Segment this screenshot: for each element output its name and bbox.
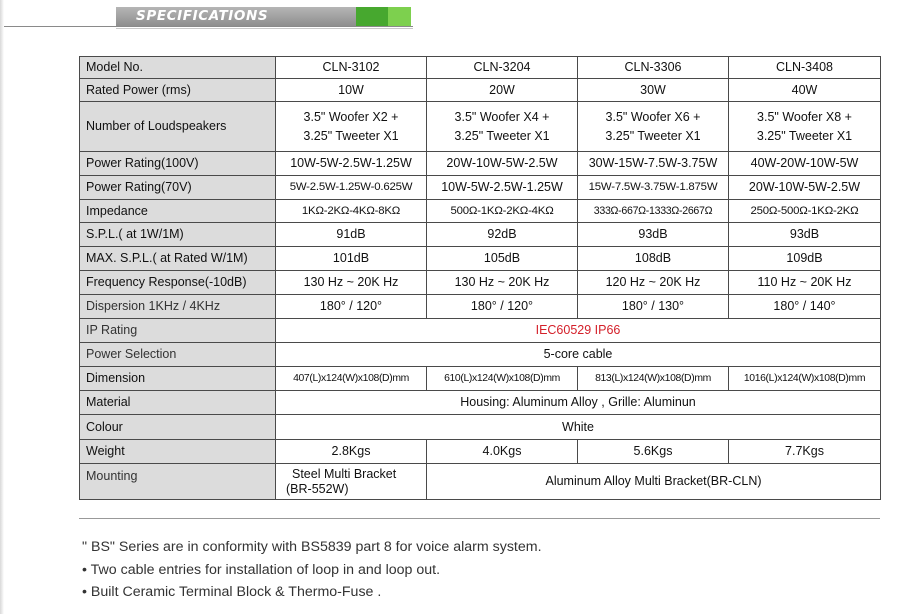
cell-line: 3.5" Woofer X8 + — [757, 109, 852, 124]
cell-line: (BR-552W) — [286, 481, 349, 496]
row-label: MAX. S.P.L.( at Rated W/1M) — [80, 247, 276, 271]
row-label: S.P.L.( at 1W/1M) — [80, 223, 276, 247]
row-label: Dimension — [80, 367, 276, 391]
cell-line: Steel Multi Bracket — [292, 466, 397, 481]
table-row — [80, 152, 881, 176]
row-label: IP Rating — [80, 319, 276, 343]
table-row — [80, 176, 881, 200]
table-cell: 20W — [427, 79, 578, 102]
row-label: Power Selection — [80, 343, 276, 367]
page-edge-shadow — [0, 0, 4, 614]
table-cell: 40W-20W-10W-5W — [729, 152, 881, 176]
table-cell: 130 Hz ~ 20K Hz — [427, 271, 578, 295]
table-cell — [276, 102, 427, 152]
row-label: Power Rating(100V) — [80, 152, 276, 176]
table-cell: 20W-10W-5W-2.5W — [427, 152, 578, 176]
row-label: Rated Power (rms) — [80, 79, 276, 102]
table-row — [80, 200, 881, 223]
table-cell: 250Ω-500Ω-1KΩ-2KΩ — [729, 200, 881, 223]
row-label: Number of Loudspeakers — [80, 102, 276, 152]
table-row — [80, 343, 881, 367]
table-cell: 20W-10W-5W-2.5W — [729, 176, 881, 200]
note-item: • Built Ceramic Terminal Block & Thermo-Fuse . — [82, 584, 382, 600]
table-cell: 109dB — [729, 247, 881, 271]
table-cell — [729, 102, 881, 152]
table-cell: 1KΩ-2KΩ-4KΩ-8KΩ — [276, 200, 427, 223]
header-light-green-accent — [388, 7, 411, 26]
table-cell: 30W-15W-7.5W-3.75W — [578, 152, 729, 176]
row-label: Colour — [80, 415, 276, 440]
model-cell: CLN-3408 — [729, 57, 881, 79]
section-title: SPECIFICATIONS — [136, 8, 269, 24]
row-label: Power Rating(70V) — [80, 176, 276, 200]
table-cell — [427, 102, 578, 152]
row-label: Material — [80, 391, 276, 415]
table-cell: 5W-2.5W-1.25W-0.625W — [276, 176, 427, 200]
row-label: Frequency Response(-10dB) — [80, 271, 276, 295]
table-cell: 407(L)x124(W)x108(D)mm — [276, 367, 427, 391]
row-label: Impedance — [80, 200, 276, 223]
table-cell: 120 Hz ~ 20K Hz — [578, 271, 729, 295]
notes-list — [82, 536, 542, 604]
table-cell: 180° / 120° — [427, 295, 578, 319]
table-cell: 180° / 120° — [276, 295, 427, 319]
row-label: Weight — [80, 440, 276, 464]
table-cell: 813(L)x124(W)x108(D)mm — [578, 367, 729, 391]
table-row — [80, 319, 881, 343]
table-cell: 110 Hz ~ 20K Hz — [729, 271, 881, 295]
table-cell: 500Ω-1KΩ-2KΩ-4KΩ — [427, 200, 578, 223]
cell-line: 3.5" Woofer X6 + — [605, 109, 701, 124]
row-label: Mounting — [80, 464, 276, 500]
table-cell: 10W-5W-2.5W-1.25W — [427, 176, 578, 200]
table-cell: 180° / 140° — [729, 295, 881, 319]
table-cell — [578, 102, 729, 152]
row-label: Dispersion 1KHz / 4KHz — [80, 295, 276, 319]
table-cell: 108dB — [578, 247, 729, 271]
table-cell: 15W-7.5W-3.75W-1.875W — [578, 176, 729, 200]
note-item: • Two cable entries for installation of loop in and loop out. — [82, 561, 441, 578]
table-cell: 610(L)x124(W)x108(D)mm — [427, 367, 578, 391]
row-label: Model No. — [80, 57, 276, 79]
header-divider-secondary — [116, 28, 413, 29]
table-row — [80, 415, 881, 440]
table-cell: 180° / 130° — [578, 295, 729, 319]
header-green-accent — [356, 7, 388, 26]
table-row — [80, 391, 881, 415]
table-row — [80, 295, 881, 319]
model-cell: CLN-3306 — [578, 57, 729, 79]
notes-divider — [79, 518, 880, 519]
table-cell: 5-core cable — [276, 343, 881, 367]
table-cell: 1016(L)x124(W)x108(D)mm — [729, 367, 881, 391]
model-cell: CLN-3204 — [427, 57, 578, 79]
table-row — [80, 464, 881, 500]
table-cell: 10W-5W-2.5W-1.25W — [276, 152, 427, 176]
table-row — [80, 440, 881, 464]
table-cell: 93dB — [578, 223, 729, 247]
table-cell: White — [276, 415, 881, 440]
table-cell: 2.8Kgs — [276, 440, 427, 464]
specifications-table — [79, 56, 881, 500]
table-cell: 10W — [276, 79, 427, 102]
table-row — [80, 223, 881, 247]
model-cell: CLN-3102 — [276, 57, 427, 79]
table-cell: 130 Hz ~ 20K Hz — [276, 271, 427, 295]
cell-line: 3.25" Tweeter X1 — [303, 128, 399, 143]
table-row — [80, 102, 881, 152]
cell-line: 3.25" Tweeter X1 — [454, 128, 550, 143]
table-cell: 101dB — [276, 247, 427, 271]
table-cell: 92dB — [427, 223, 578, 247]
table-cell: Aluminum Alloy Multi Bracket(BR-CLN) — [427, 464, 881, 500]
table-row — [80, 367, 881, 391]
header-divider — [4, 26, 413, 27]
cell-line: 3.25" Tweeter X1 — [756, 128, 853, 143]
table-cell: 93dB — [729, 223, 881, 247]
table-cell: 91dB — [276, 223, 427, 247]
table-cell: 333Ω-667Ω-1333Ω-2667Ω — [578, 200, 729, 223]
cell-line: 3.5" Woofer X4 + — [454, 109, 550, 124]
table-cell: 30W — [578, 79, 729, 102]
table-cell: 40W — [729, 79, 881, 102]
cell-line: 3.25" Tweeter X1 — [605, 128, 701, 143]
note-item: " BS" Series are in conformity with BS5839 part 8 for voice alarm system. — [82, 539, 542, 555]
table-cell: 4.0Kgs — [427, 440, 578, 464]
table-row-model — [80, 57, 881, 79]
table-cell: 105dB — [427, 247, 578, 271]
table-cell: Housing: Aluminum Alloy , Grille: Aluminun — [276, 391, 881, 415]
table-row — [80, 247, 881, 271]
table-cell — [276, 464, 427, 500]
table-row — [80, 271, 881, 295]
table-row — [80, 79, 881, 102]
ip-rating-value: IEC60529 IP66 — [276, 319, 881, 343]
cell-line: 3.5" Woofer X2 + — [303, 109, 399, 124]
table-cell: 7.7Kgs — [729, 440, 881, 464]
table-cell: 5.6Kgs — [578, 440, 729, 464]
